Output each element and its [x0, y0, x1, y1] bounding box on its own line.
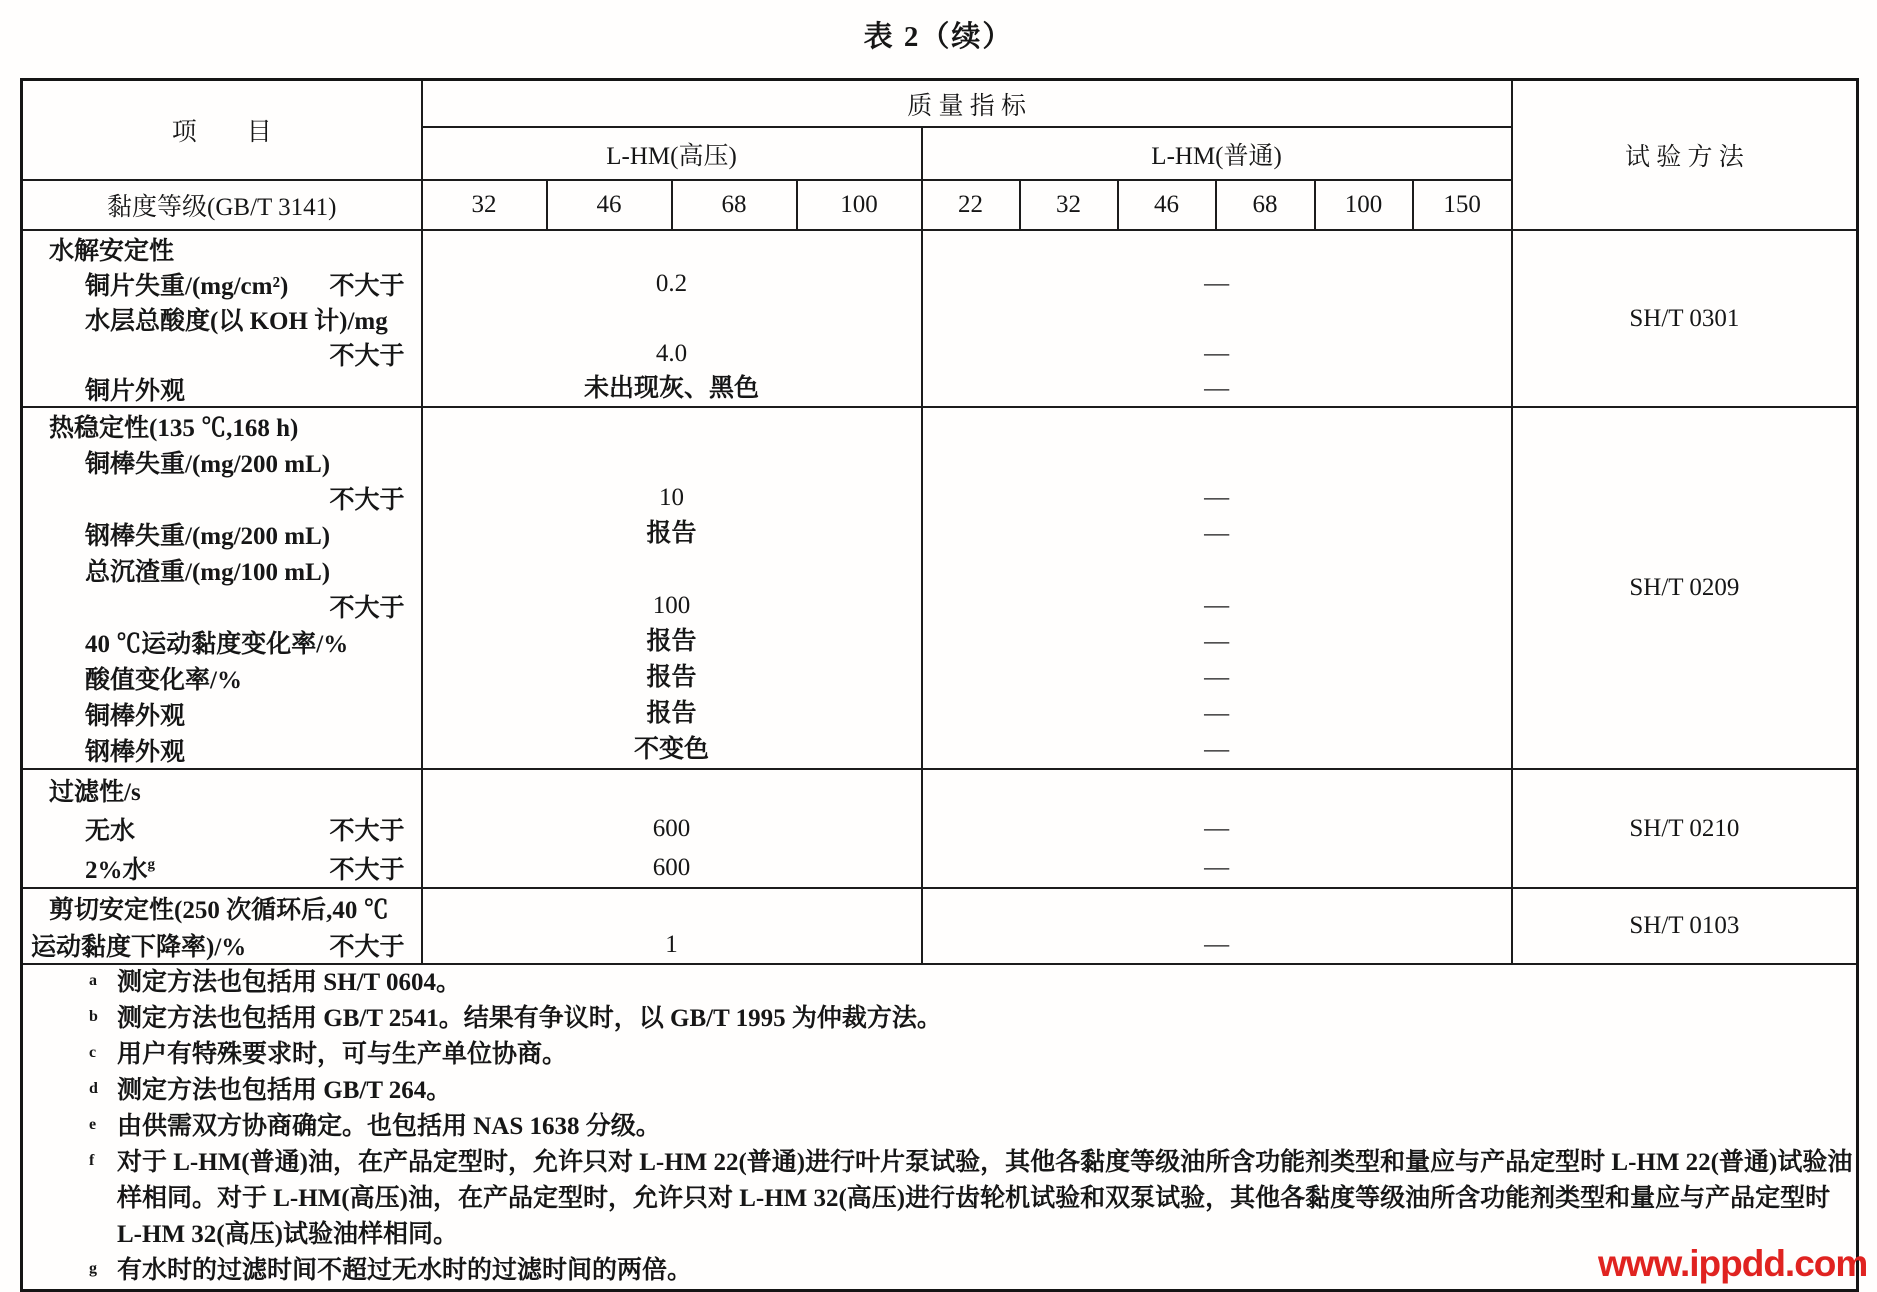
pt-values-cell: [922, 769, 1512, 888]
item-label: 铜棒失重/(mg/200 mL): [85, 451, 331, 478]
pt-value: —: [1204, 270, 1230, 297]
hp-value: [423, 301, 921, 336]
item-label: 运动黏度下降率)/%: [31, 933, 247, 961]
item-line: [23, 889, 421, 926]
hp-value: [423, 770, 921, 809]
pt-value: —: [1204, 592, 1230, 619]
item-label: 铜片外观: [85, 377, 186, 405]
footnote-text: 测定方法也包括用 GB/T 264。: [117, 1077, 452, 1104]
item-line: [23, 770, 421, 809]
limit-label: 不大于: [329, 272, 405, 300]
hp-value: 不变色: [633, 736, 709, 763]
pt-value: —: [1204, 815, 1230, 842]
grade-cell: 68: [1216, 180, 1315, 230]
item-column-header: 项 目: [22, 80, 422, 181]
item-line: [23, 336, 421, 371]
grade-cell: 32: [422, 180, 547, 230]
footnote-text: 由供需双方协商确定。也包括用 NAS 1638 分级。: [117, 1113, 661, 1140]
footnote-marker: e: [89, 1116, 97, 1133]
item-line: [23, 301, 421, 336]
hp-values-cell: [422, 407, 922, 769]
group-header-hp: L-HM(高压): [422, 127, 922, 180]
item-label: 酸值变化率/%: [85, 667, 242, 694]
pt-value: [923, 552, 1511, 588]
pt-value: —: [1204, 375, 1230, 402]
item-line: [23, 660, 421, 696]
item-line: [23, 552, 421, 588]
item-cell: [22, 407, 422, 769]
item-label: 无水: [85, 817, 136, 845]
footnote-marker: g: [89, 1260, 97, 1277]
spec-block-row: [22, 230, 1858, 407]
hp-value: [423, 552, 921, 588]
footnote: [23, 1001, 1856, 1037]
footnote-marker: f: [89, 1152, 95, 1169]
pt-value: —: [1204, 484, 1230, 511]
pt-value: [923, 301, 1511, 336]
item-line: [23, 408, 421, 444]
footnotes-cell: [22, 964, 1858, 1291]
hp-value: [423, 231, 921, 266]
item-label: 水解安定性: [49, 237, 175, 265]
hp-value: 600: [652, 854, 691, 881]
hp-value: [423, 444, 921, 480]
item-line: [23, 926, 421, 963]
hp-value: 报告: [646, 664, 697, 691]
footnote: [23, 1253, 1856, 1289]
hp-value: 1: [665, 931, 678, 958]
pt-value: —: [1204, 628, 1230, 655]
hp-value: 100: [652, 592, 691, 619]
hp-value: [423, 889, 921, 926]
footnote: [23, 1145, 1856, 1253]
pt-value: [923, 444, 1511, 480]
pt-value: —: [1204, 700, 1230, 727]
item-label: 铜棒外观: [85, 703, 186, 730]
pt-value: —: [1204, 736, 1230, 763]
pt-value: —: [1204, 520, 1230, 547]
grade-cell: 46: [1118, 180, 1216, 230]
footnote-text: 测定方法也包括用 SH/T 0604。: [117, 969, 462, 996]
spec-block-row: [22, 769, 1858, 888]
item-label: 水层总酸度(以 KOH 计)/mg: [85, 307, 388, 335]
pt-values-cell: [922, 407, 1512, 769]
watermark: www.ippdd.com: [1598, 1243, 1868, 1284]
hp-value: 报告: [646, 700, 697, 727]
limit-label: 不大于: [329, 487, 405, 514]
footnote-text: 测定方法也包括用 GB/T 2541。结果有争议时，以 GB/T 1995 为仲裁方法。: [117, 1005, 942, 1032]
item-label: 钢棒失重/(mg/200 mL): [85, 523, 331, 550]
pt-value: —: [1204, 340, 1230, 367]
footnote-text: 对于 L-HM(普通)油，在产品定型时，允许只对 L-HM 22(普通)进行叶片泵试验，其他各黏度等级油所含功能剂类型和量应与产品定型时 L-HM 22(普通)试验油样相同。对于 L-HM(高压)油，在产品定型时，允许只对 L-HM 32(高压)进行齿轮机试验和双泵试验，其他各黏度等级油所含功能剂类型和量应与产品定型时 L-HM 32(高压)试验油样相同。: [117, 1149, 1853, 1248]
hp-value: 报告: [646, 520, 697, 547]
item-line: [23, 848, 421, 887]
pt-value: [923, 889, 1511, 926]
grade-cell: 32: [1020, 180, 1118, 230]
footnote: [23, 1073, 1856, 1109]
hp-value: 600: [652, 815, 691, 842]
item-line: [23, 480, 421, 516]
hp-values-cell: [422, 230, 922, 407]
item-cell: [22, 769, 422, 888]
item-label: 40 ℃运动黏度变化率/%: [85, 631, 349, 658]
footnote: [23, 1109, 1856, 1145]
footnotes-row: [22, 964, 1858, 1291]
footnote-marker: c: [89, 1044, 97, 1061]
group-header-pt: L-HM(普通): [922, 127, 1512, 180]
grade-cell: 68: [672, 180, 797, 230]
pt-values-cell: [922, 230, 1512, 407]
limit-label: 不大于: [329, 933, 405, 961]
hp-value: 10: [659, 484, 684, 511]
footnote: [23, 1037, 1856, 1073]
footnote: [23, 965, 1856, 1001]
footnote-text: 用户有特殊要求时，可与生产单位协商。: [117, 1041, 568, 1068]
test-method-header: 试 验 方 法: [1512, 80, 1858, 231]
item-line: [23, 231, 421, 266]
quality-index-header: 质 量 指 标: [422, 80, 1512, 128]
limit-label: 不大于: [329, 595, 405, 622]
pt-value: [923, 408, 1511, 444]
viscosity-grade-label: 黏度等级(GB/T 3141): [22, 180, 422, 230]
footnote-text: 有水时的过滤时间不超过无水时的过滤时间的两倍。: [117, 1257, 693, 1284]
item-line: [23, 266, 421, 301]
limit-label: 不大于: [329, 856, 405, 884]
method-cell: SH/T 0210: [1512, 769, 1858, 888]
footnote-marker: d: [89, 1080, 98, 1097]
item-line: [23, 371, 421, 406]
item-line: [23, 516, 421, 552]
grade-cell: 46: [547, 180, 672, 230]
item-line: [23, 696, 421, 732]
method-cell: SH/T 0209: [1512, 407, 1858, 769]
item-cell: [22, 230, 422, 407]
hp-values-cell: [422, 888, 922, 964]
item-line: [23, 732, 421, 768]
grade-cell: 100: [1315, 180, 1413, 230]
item-line: [23, 809, 421, 848]
header-row-quality: [22, 80, 1858, 128]
item-label: 过滤性/s: [49, 778, 141, 806]
item-label: 钢棒外观: [85, 739, 186, 766]
pt-value: —: [1204, 664, 1230, 691]
hp-value: 0.2: [655, 270, 688, 297]
hp-value: 未出现灰、黑色: [583, 375, 759, 402]
pt-value: [923, 770, 1511, 809]
pt-value: —: [1204, 854, 1230, 881]
limit-label: 不大于: [329, 342, 405, 370]
pt-value: [923, 231, 1511, 266]
item-line: [23, 624, 421, 660]
spec-block-row: [22, 407, 1858, 769]
item-label: 2%水$^g$: [85, 856, 156, 884]
item-label: 剪切安定性(250 次循环后,40 ℃: [49, 896, 389, 924]
hp-value: [423, 408, 921, 444]
hp-values-cell: [422, 769, 922, 888]
footnote-marker: a: [89, 972, 97, 989]
pt-values-cell: [922, 888, 1512, 964]
item-cell: [22, 888, 422, 964]
footnote-marker: b: [89, 1008, 98, 1025]
grade-cell: 22: [922, 180, 1020, 230]
item-line: [23, 588, 421, 624]
method-cell: SH/T 0301: [1512, 230, 1858, 407]
table-title: 表 2（续）: [863, 21, 1014, 53]
item-label: 热稳定性(135 ℃,168 h): [49, 415, 299, 442]
footnote-ref: g: [147, 856, 156, 873]
item-label: 铜片失重/(mg/cm²): [85, 272, 289, 300]
quality-spec-table: [20, 78, 1859, 1292]
item-line: [23, 444, 421, 480]
grade-cell: 100: [797, 180, 922, 230]
limit-label: 不大于: [329, 817, 405, 845]
hp-value: 报告: [646, 628, 697, 655]
hp-value: 4.0: [655, 340, 688, 367]
item-label: 总沉渣重/(mg/100 mL): [85, 559, 331, 586]
grade-cell: 150: [1413, 180, 1512, 230]
pt-value: —: [1204, 931, 1230, 958]
method-cell: SH/T 0103: [1512, 888, 1858, 964]
spec-block-row: [22, 888, 1858, 964]
